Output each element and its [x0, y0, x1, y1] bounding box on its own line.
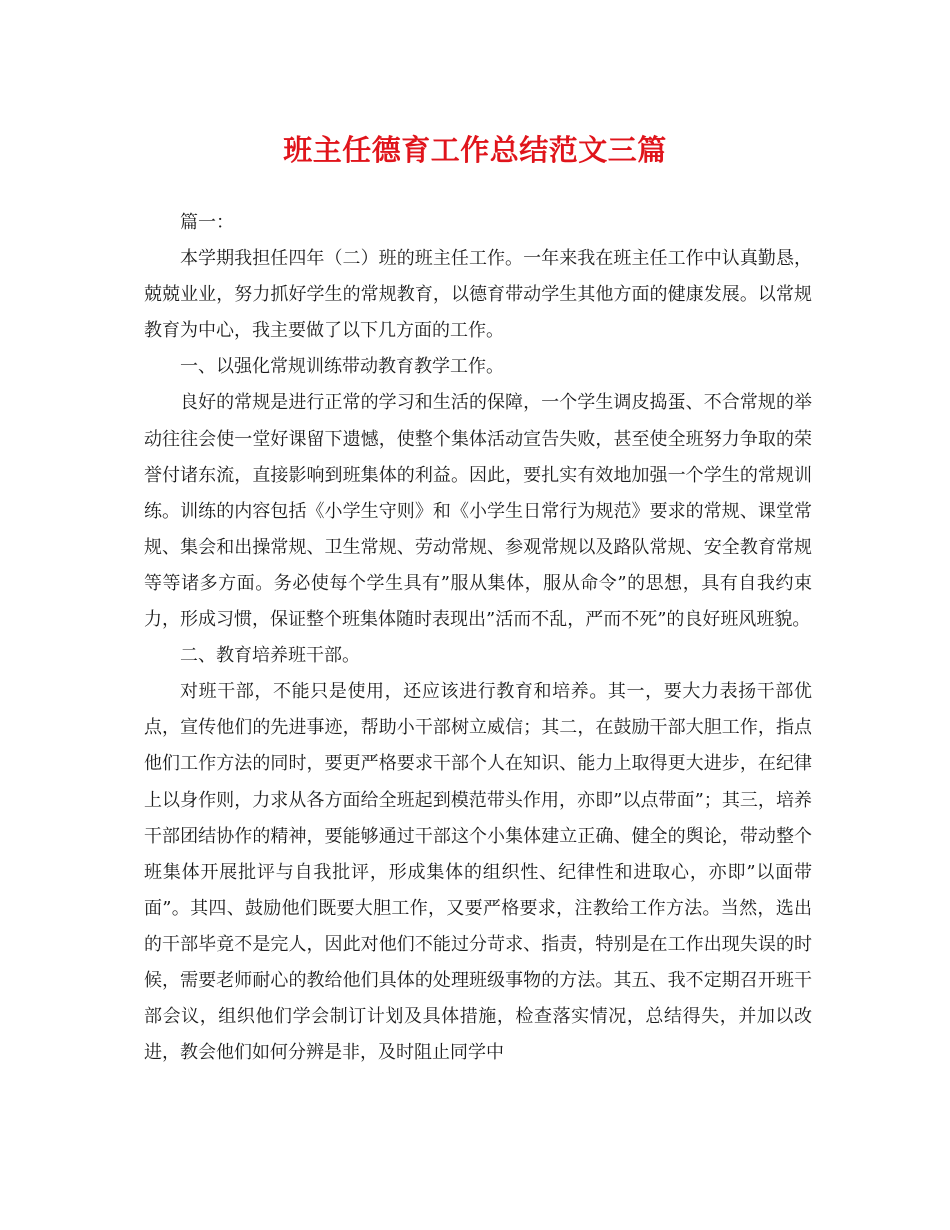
paragraph-intro: 本学期我担任四年（二）班的班主任工作。一年来我在班主任工作中认真勤恳，兢兢业业，努力抓好学生的常规教育，以德育带动学生其他方面的健康发展。以常规教育为中心，我主要做了以下几方面的工作。 [144, 248, 812, 342]
section-heading-1: 一、以强化常规训练带动教育教学工作。 [180, 356, 504, 378]
section-heading-2: 二、教育培养班干部。 [180, 645, 360, 667]
document-title: 班主任德育工作总结范文三篇 [283, 133, 667, 167]
document-body [144, 205, 812, 1071]
paragraph-routine-training: 良好的常规是进行正常的学习和生活的保障，一个学生调皮捣蛋、不合常规的举动往往会使一堂好课留下遗憾，使整个集体活动宣告失败，甚至使全班努力争取的荣誉付诸东流，直接影响到班集体的利益。因此，要扎实有效地加强一个学生的常规训练。训练的内容包括《小学生守则》和《小学生日常行为规范》要求的常规、课堂常规、集会和出操常规、卫生常规、劳动常规、参观常规以及路队常规、安全教育常规等等诸多方面。务必使每个学生具有”服从集体，服从命令”的思想，具有自我约束力，形成习惯，保证整个班集体随时表现出”活而不乱，严而不死”的良好班风班貌。 [144, 392, 812, 631]
paragraph-class-cadres: 对班干部，不能只是使用，还应该进行教育和培养。其一，要大力表扬干部优点，宣传他们的先进事迹，帮助小干部树立威信；其二，在鼓励干部大胆工作，指点他们工作方法的同时，要更严格要求干部个人在知识、能力上取得更大进步，在纪律上以身作则，力求从各方面给全班起到模范带头作用，亦即”以点带面”；其三，培养干部团结协作的精神，要能够通过干部这个小集体建立正确、健全的舆论，带动整个班集体开展批评与自我批评，形成集体的组织性、纪律性和进取心，亦即”以面带面”。其四、鼓励他们既要大胆工作，又要严格要求，注教给工作方法。当然，选出的干部毕竟不是完人，因此对他们不能过分苛求、指责，特别是在工作出现失误的时候，需要老师耐心的教给他们具体的处理班级事物的方法。其五、我不定期召开班干部会议，组织他们学会制订计划及具体措施，检查落实情况，总结得失，并加以改进，教会他们如何分辨是非，及时阻止同学中 [144, 681, 812, 1064]
section-label-part-one: 篇一： [180, 212, 234, 233]
